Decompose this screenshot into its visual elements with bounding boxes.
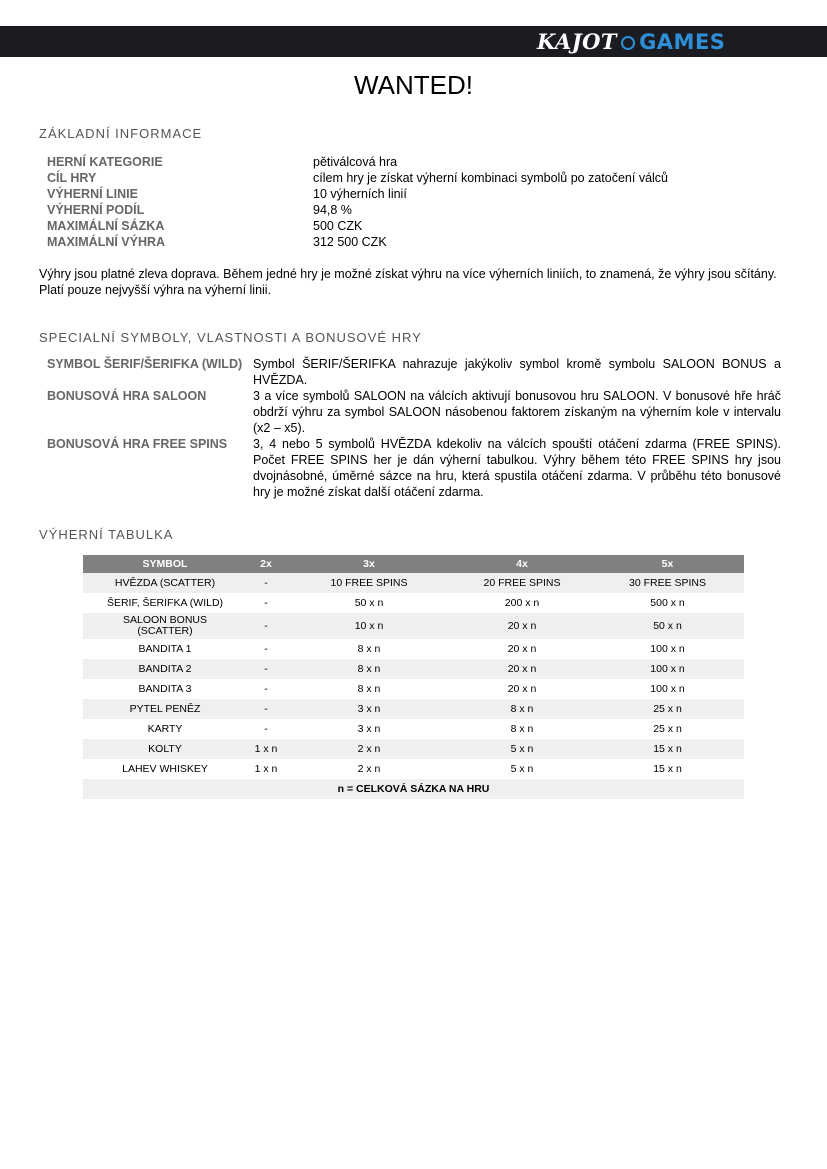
info-row <box>47 202 668 218</box>
table-cell: - <box>264 682 268 695</box>
table-cell: 100 x n <box>591 659 744 679</box>
table-cell: HVĚZDA (SCATTER) <box>83 573 247 593</box>
info-row <box>47 170 668 186</box>
table-cell: 20 x n <box>507 682 537 695</box>
table-cell: 200 x n <box>504 596 540 609</box>
table-cell: - <box>247 659 285 679</box>
table-row <box>83 639 744 659</box>
table-cell: 8 x n <box>357 682 381 695</box>
table-row <box>83 593 744 613</box>
info-label: VÝHERNÍ LINIE <box>47 187 138 201</box>
info-label: CÍL HRY <box>47 171 97 185</box>
info-label: MAXIMÁLNÍ VÝHRA <box>47 235 166 249</box>
table-cell: 30 FREE SPINS <box>591 573 744 593</box>
logo-text-kajot: KAJOT <box>537 29 618 54</box>
special-row <box>47 436 781 500</box>
table-cell: 100 x n <box>650 682 685 695</box>
table-cell: - <box>264 722 268 735</box>
info-label: VÝHERNÍ PODÍL <box>47 203 145 217</box>
table-cell: 10 x n <box>285 613 453 639</box>
table-cell: 5 x n <box>453 739 591 759</box>
header-bar <box>0 26 827 57</box>
info-value: 10 výherních linií <box>313 187 407 201</box>
special-label: BONUSOVÁ HRA FREE SPINS <box>47 437 228 451</box>
special-row <box>47 388 781 436</box>
table-cell: 20 x n <box>453 659 591 679</box>
table-cell: - <box>247 573 285 593</box>
table-cell: 2 x n <box>285 739 453 759</box>
table-cell: LAHEV WHISKEY <box>122 762 208 775</box>
table-cell: KOLTY <box>83 739 247 759</box>
table-row <box>83 613 744 639</box>
table-row <box>83 679 744 699</box>
special-value: Symbol ŠERIF/ŠERIFKA nahrazuje jakýkoliv symbol kromě symbolu SALOON BONUS a HVĚZDA. <box>253 357 781 387</box>
table-cell: - <box>247 613 285 639</box>
section-heading-paytable: VÝHERNÍ TABULKA <box>39 527 174 542</box>
column-header: SYMBOL <box>83 555 247 573</box>
special-label: BONUSOVÁ HRA SALOON <box>47 389 207 403</box>
table-cell: 1 x n <box>247 739 285 759</box>
info-row <box>47 154 668 170</box>
table-cell: - <box>264 642 268 655</box>
table-cell: 10 FREE SPINS <box>285 573 453 593</box>
table-cell: KARTY <box>147 722 183 735</box>
table-cell: 50 x n <box>591 613 744 639</box>
table-row <box>83 659 744 679</box>
table-row <box>83 699 744 719</box>
table-cell: SALOON BONUS (SCATTER) <box>83 613 247 639</box>
info-row <box>47 234 668 250</box>
table-row <box>83 573 744 593</box>
special-label: SYMBOL ŠERIF/ŠERIFKA (WILD) <box>47 357 243 371</box>
special-value: 3, 4 nebo 5 symbolů HVĚZDA kdekoliv na válcích spouští otáčení zdarma (FREE SPINS). Počet FREE SPINS her je dán výherní tabulkou. Výhry během této FREE SPINS hry jsou dvojnásobné, úměrné sázce na hru, která spustila otáčení zdarma. V průběhu této bonusové hry je možné získat další otáčení zdarma. <box>253 437 781 499</box>
table-cell: 15 x n <box>653 762 682 775</box>
paytable <box>83 555 744 799</box>
info-row <box>47 186 668 202</box>
info-label: MAXIMÁLNÍ SÁZKA <box>47 219 165 233</box>
info-value: pětiválcová hra <box>313 155 398 169</box>
kajot-games-logo <box>537 29 725 55</box>
table-cell: 25 x n <box>653 722 682 735</box>
table-cell: 3 x n <box>357 722 381 735</box>
table-cell: 500 x n <box>650 596 685 609</box>
table-footer-row <box>83 779 744 799</box>
table-cell: ŠERIF, ŠERIFKA (WILD) <box>106 596 224 609</box>
table-cell: - <box>264 596 268 609</box>
table-cell: 2 x n <box>357 762 381 775</box>
table-cell: 8 x n <box>510 722 534 735</box>
special-row <box>47 356 781 388</box>
column-header: 5x <box>591 555 744 573</box>
table-row <box>83 739 744 759</box>
table-cell: 8 x n <box>357 642 381 655</box>
table-cell: 25 x n <box>591 699 744 719</box>
column-header: 2x <box>247 555 285 573</box>
info-value: 312 500 CZK <box>313 235 387 249</box>
info-label: HERNÍ KATEGORIE <box>47 155 163 169</box>
special-value: 3 a více symbolů SALOON na válcích aktivují bonusovou hru SALOON. V bonusové hře hráč obdrží výhru za symbol SALOON násobenou faktorem získaným na výherním kole v intervalu (x2 – x5). <box>253 389 781 435</box>
table-cell: 20 x n <box>507 642 537 655</box>
basic-info-list <box>47 154 668 250</box>
table-cell: 20 x n <box>453 613 591 639</box>
table-footer: n = CELKOVÁ SÁZKA NA HRU <box>83 779 744 799</box>
table-cell: 100 x n <box>650 642 685 655</box>
info-row <box>47 218 668 234</box>
globe-icon <box>621 36 635 50</box>
info-value: cílem hry je získat výherní kombinaci symbolů po zatočení válců <box>313 171 669 185</box>
info-value: 500 CZK <box>313 219 363 233</box>
table-cell: 8 x n <box>285 659 453 679</box>
section-heading-special: SPECIALNÍ SYMBOLY, VLASTNOSTI A BONUSOVÉ HRY <box>39 330 422 345</box>
table-cell: 8 x n <box>453 699 591 719</box>
logo-text-games: GAMES <box>639 30 726 54</box>
table-cell: BANDITA 3 <box>138 682 192 695</box>
table-cell: 5 x n <box>510 762 534 775</box>
column-header: 3x <box>285 555 453 573</box>
table-cell: - <box>247 699 285 719</box>
table-cell: PYTEL PENĚZ <box>83 699 247 719</box>
table-cell: 20 FREE SPINS <box>453 573 591 593</box>
table-cell: 15 x n <box>591 739 744 759</box>
basic-note: Výhry jsou platné zleva doprava. Během jedné hry je možné získat výhru na více výherních liniích, to znamená, že výhry jsou sčítány. Platí pouze nejvyšší výhra na výherní linii. <box>39 267 777 297</box>
table-row <box>83 759 744 779</box>
table-row <box>83 719 744 739</box>
table-cell: 3 x n <box>285 699 453 719</box>
section-heading-basic: ZÁKLADNÍ INFORMACE <box>39 126 203 141</box>
table-cell: 50 x n <box>354 596 384 609</box>
special-list <box>47 356 781 500</box>
table-cell: BANDITA 2 <box>83 659 247 679</box>
info-value: 94,8 % <box>313 203 352 217</box>
table-cell: 1 x n <box>254 762 278 775</box>
page-title: WANTED! <box>354 70 473 100</box>
table-cell: BANDITA 1 <box>138 642 192 655</box>
column-header: 4x <box>453 555 591 573</box>
